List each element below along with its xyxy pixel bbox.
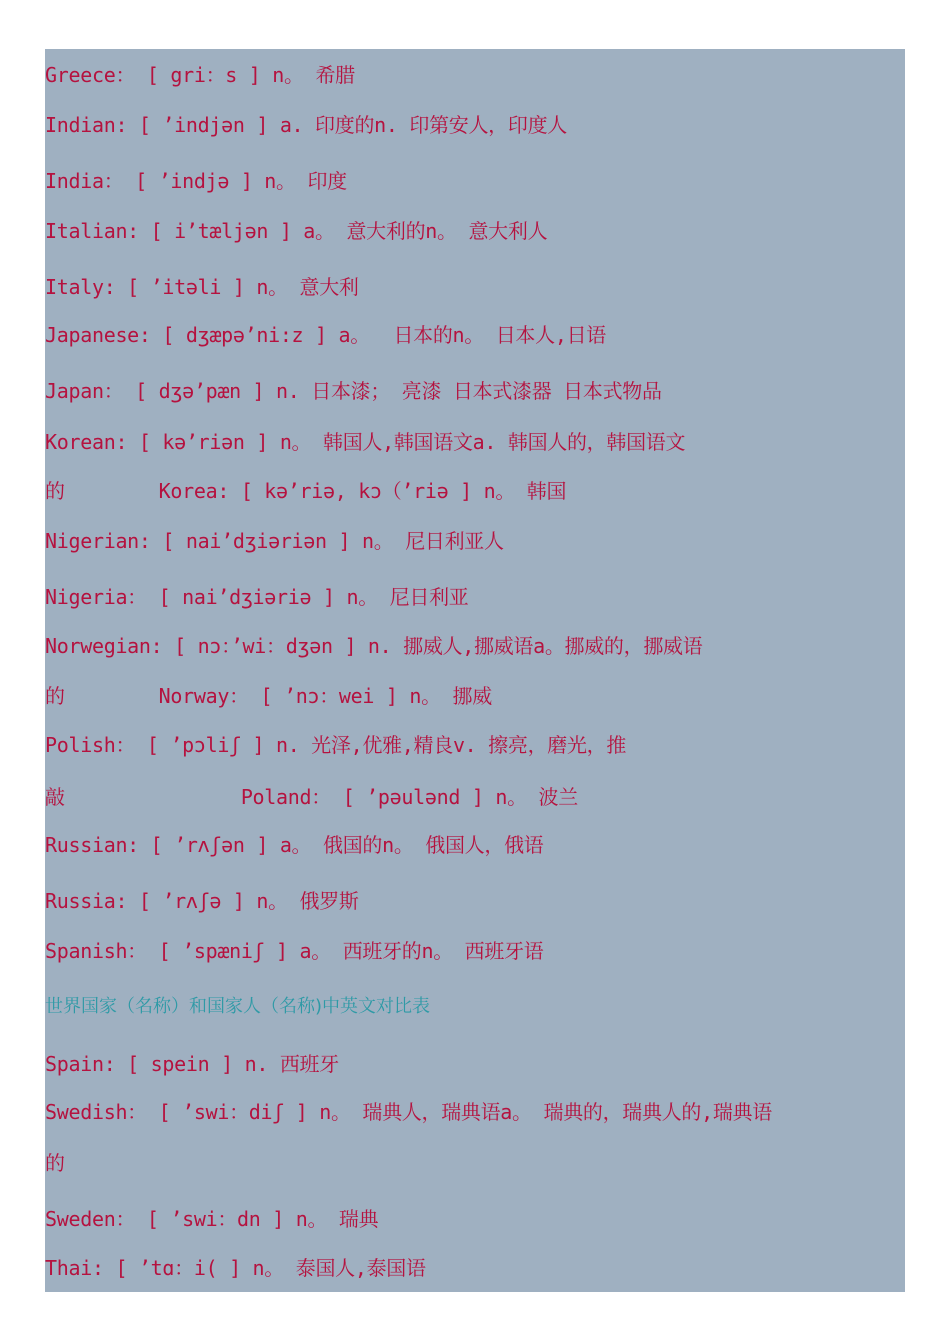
entry-greece: Greece： [ gri：s ] n。 希腊: [45, 63, 355, 87]
entry-japanese: Japanese: [ dʒæpə’ni:z ] a。 日本的n。 日本人,日语: [45, 323, 606, 347]
entry-norway: 的 Norway： [ ’nɔ：wei ] n。 挪威: [45, 684, 492, 708]
entry-italy: Italy: [ ’itəli ] n。 意大利: [45, 275, 359, 299]
entry-spain: Spain: [ spein ] n. 西班牙: [45, 1052, 339, 1076]
entry-sweden: Sweden： [ ’swi：dn ] n。 瑞典: [45, 1207, 379, 1231]
entry-russia: Russia: [ ’rʌʃə ] n。 俄罗斯: [45, 889, 359, 913]
entry-korean: Korean: [ kə’riən ] n。 韩国人,韩国语文a. 韩国人的，韩国语文: [45, 430, 686, 454]
entry-swedish-cont: 的: [45, 1151, 65, 1175]
entry-korea: 的 Korea: [ kə’riə, kɔ（’riə ] n。 韩国: [45, 479, 567, 503]
entry-polish: Polish： [ ’pɔliʃ ] n. 光泽,优雅,精良v. 擦亮，磨光，推: [45, 733, 627, 757]
entry-norwegian: Norwegian: [ nɔ：’wi：dʒən ] n. 挪威人,挪威语a。挪威的，挪威语: [45, 634, 703, 658]
entry-thai: Thai: [ ’tɑ：i( ] n。 泰国人,泰国语: [45, 1256, 426, 1280]
entry-nigeria: Nigeria： [ nai’dʒiəriə ] n。 尼日利亚: [45, 585, 469, 609]
entry-russian: Russian: [ ’rʌʃən ] a。 俄国的n。 俄国人，俄语: [45, 833, 544, 857]
entry-poland: 敲 Poland： [ ’pəulənd ] n。 波兰: [45, 785, 578, 809]
entry-india: India： [ ’indjə ] n。 印度: [45, 169, 347, 193]
entry-italian: Italian: [ i’tæljən ] a。 意大利的n。 意大利人: [45, 219, 548, 243]
section-heading: 世界国家（名称）和国家人（名称)中英文对比表: [45, 996, 431, 1017]
entry-japan: Japan： [ dʒə’pæn ] n. 日本漆； 亮漆 日本式漆器 日本式物品: [45, 379, 662, 403]
entry-nigerian: Nigerian: [ nai’dʒiəriən ] n。 尼日利亚人: [45, 529, 504, 553]
entry-indian: Indian: [ ’indjən ] a. 印度的n. 印第安人，印度人: [45, 113, 567, 137]
entry-spanish: Spanish： [ ’spæniʃ ] a。 西班牙的n。 西班牙语: [45, 939, 544, 963]
entry-swedish: Swedish： [ ’swi：diʃ ] n。 瑞典人，瑞典语a。 瑞典的，瑞典人的,瑞典语: [45, 1100, 772, 1124]
